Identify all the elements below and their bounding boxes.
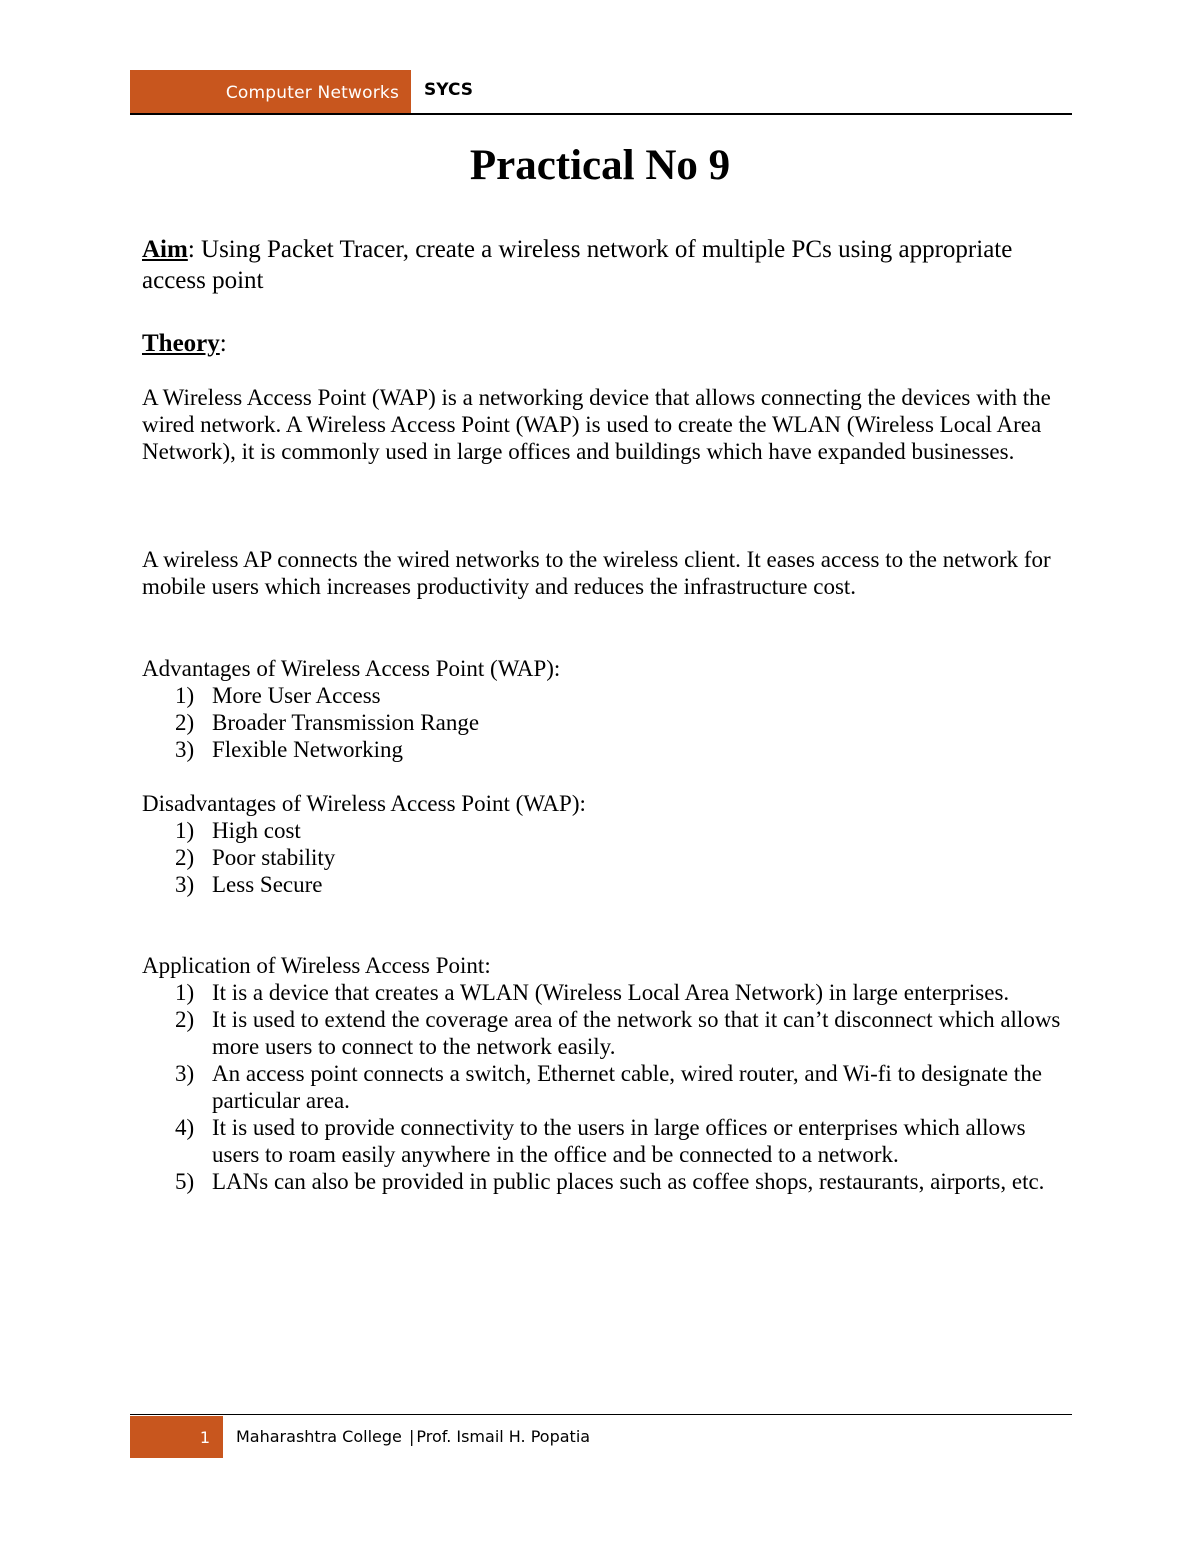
list-item-number: 1) xyxy=(175,818,195,843)
advantages-heading: Advantages of Wireless Access Point (WAP): xyxy=(142,656,561,681)
list-item-number: 5) xyxy=(175,1169,195,1194)
page-title: Practical No 9 xyxy=(469,142,731,189)
list-item-number: 1) xyxy=(175,683,195,708)
aim-section xyxy=(142,234,1072,296)
list-item-text: Broader Transmission Range xyxy=(212,710,480,735)
list-item-text: It is used to provide connectivity to the users in large offices or enterprises which allows users to roam easily anywhere in the office and be connected to a network. xyxy=(212,1115,1026,1167)
list-item xyxy=(142,1060,1072,1114)
list-item-number: 4) xyxy=(175,1115,195,1140)
footer-college: Maharashtra College xyxy=(236,1427,402,1446)
list-item-number: 3) xyxy=(175,872,195,897)
list-item xyxy=(142,844,1072,871)
list-item-text: It is a device that creates a WLAN (Wireless Local Area Network) in large enterprises. xyxy=(212,980,1010,1005)
footer-author: Prof. Ismail H. Popatia xyxy=(416,1427,591,1446)
list-item xyxy=(142,1114,1072,1168)
list-item-text: Flexible Networking xyxy=(212,737,403,762)
list-item-text: An access point connects a switch, Ethernet cable, wired router, and Wi-fi to designate the particular area. xyxy=(212,1061,1042,1113)
list-item-text: More User Access xyxy=(212,683,381,708)
list-item-number: 1) xyxy=(175,980,195,1005)
advantages-list xyxy=(142,682,1072,763)
list-item-text: Poor stability xyxy=(212,845,336,870)
list-item-text: LANs can also be provided in public places such as coffee shops, restaurants, airports, etc. xyxy=(212,1169,1045,1194)
disadvantages-list xyxy=(142,817,1072,898)
list-item xyxy=(142,871,1072,898)
list-item-text: Less Secure xyxy=(212,872,323,897)
list-item-number: 2) xyxy=(175,710,195,735)
page-number: 1 xyxy=(199,1427,210,1447)
footer-separator: | xyxy=(408,1427,415,1446)
theory-heading xyxy=(142,328,1072,359)
list-item-number: 3) xyxy=(175,1061,195,1086)
disadvantages-heading: Disadvantages of Wireless Access Point (WAP): xyxy=(142,791,586,816)
list-item-text: It is used to extend the coverage area of the network so that it can’t disconnect which allows more users to connect to the network easily. xyxy=(212,1007,1061,1059)
list-item-number: 2) xyxy=(175,1007,195,1032)
header-class-label: SYCS xyxy=(424,80,473,100)
list-item-number: 3) xyxy=(175,737,195,762)
list-item xyxy=(142,709,1072,736)
list-item xyxy=(142,736,1072,763)
applications-heading: Application of Wireless Access Point: xyxy=(142,953,491,978)
aim-text: : Using Packet Tracer, create a wireless network of multiple PCs using appropriate access point xyxy=(142,236,1013,294)
footer-credit xyxy=(236,1427,590,1446)
applications-list xyxy=(142,979,1072,1195)
theory-label: Theory xyxy=(142,330,220,357)
disadvantages-section xyxy=(142,790,1072,898)
aim-label: Aim xyxy=(142,236,188,263)
list-item xyxy=(142,1168,1072,1195)
list-item xyxy=(142,979,1072,1006)
list-item-number: 2) xyxy=(175,845,195,870)
list-item xyxy=(142,682,1072,709)
theory-paragraph-1: A Wireless Access Point (WAP) is a networking device that allows connecting the devices with the wired network. A Wireless Access Point (WAP) is used to create the WLAN (Wireless Local Area Network), it is commonly used in large offices and buildings which have expanded businesses. xyxy=(142,385,1051,464)
footer-divider xyxy=(130,1414,1072,1415)
advantages-section xyxy=(142,655,1072,763)
applications-section xyxy=(142,952,1072,1195)
theory-suffix: : xyxy=(219,330,227,357)
footer-page-band xyxy=(130,1416,223,1458)
theory-paragraph-2: A wireless AP connects the wired networks to the wireless client. It eases access to the network for mobile users which increases productivity and reduces the infrastructure cost. xyxy=(142,547,1051,599)
header-subject-band xyxy=(130,70,411,115)
header-divider xyxy=(130,113,1072,115)
list-item xyxy=(142,817,1072,844)
header-subject: Computer Networks xyxy=(225,82,399,103)
list-item xyxy=(142,1006,1072,1060)
list-item-text: High cost xyxy=(212,818,301,843)
